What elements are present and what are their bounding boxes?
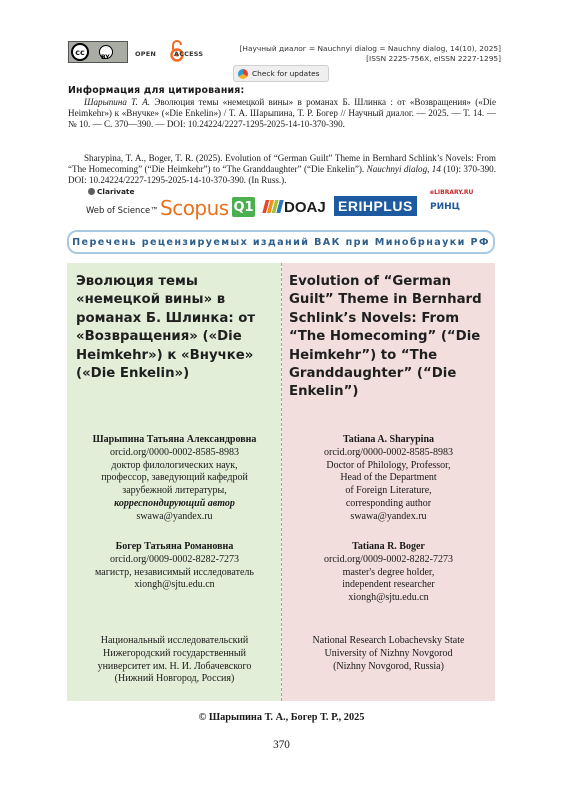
author-degree: Doctor of Philology, Professor, bbox=[326, 459, 451, 471]
author-position: Head of the Department bbox=[340, 472, 437, 484]
author-name: Tatiana R. Boger bbox=[352, 541, 425, 552]
author-degree: доктор филологических наук, bbox=[111, 459, 238, 471]
author-degree: master's degree holder, bbox=[342, 566, 435, 578]
citation-ru-text: Эволюция темы «немецкой вины» в романах Б. Шлинка : от «Возвращения» («Die Heimkehr») к «Внучке» («Die Enkelin») / Т. А. Шарыпина, Т. Р. Богер // Научный диалог. — 2025. — Т. 14. — № 10. — С. 370—390. — DOI: 10.24224/2227-1295-2025-14-10-370-390. bbox=[68, 97, 496, 130]
journal-info bbox=[240, 44, 501, 64]
author-email[interactable]: xiongh@sjtu.edu.cn bbox=[348, 592, 429, 604]
author-email[interactable]: swawa@yandex.ru bbox=[350, 510, 427, 522]
erihplus-logo[interactable]: ERIHPLUS bbox=[334, 196, 417, 216]
open-access-logo bbox=[135, 50, 203, 58]
institution-russian bbox=[68, 635, 281, 686]
corresponding-author-note: корреспондирующий автор bbox=[114, 497, 235, 509]
rinc-label: РИНЦ bbox=[430, 202, 461, 212]
doaj-label: DOAJ bbox=[284, 199, 326, 216]
check-for-updates-button[interactable] bbox=[233, 65, 329, 82]
journal-line-2: [ISSN 2225-756X, eISSN 2227-1295] bbox=[366, 54, 501, 63]
scopus-logo[interactable]: Scopus bbox=[160, 196, 229, 220]
citation-en-text-1: Sharypina, T. A., Boger, T. R. (2025). Evolution of “German Guilt” Theme in Bernhard Schlink’s Novels: From “The Homecoming” (“Die Heimkehr”) to “The Granddaughter” (“Die Enkelin”). bbox=[68, 153, 496, 175]
author-1-english bbox=[282, 434, 495, 524]
author-email[interactable]: swawa@yandex.ru bbox=[136, 510, 213, 522]
author-name: Tatiana A. Sharypina bbox=[342, 434, 435, 445]
author-email[interactable]: xiongh@sjtu.edu.cn bbox=[134, 579, 215, 591]
license-label: BY bbox=[101, 54, 110, 61]
doaj-logo[interactable] bbox=[264, 199, 326, 216]
institution-location: (Нижний Новгород, Россия) bbox=[114, 673, 235, 685]
cc-by-license-badge[interactable] bbox=[68, 41, 128, 63]
elibrary-rinc-logo[interactable] bbox=[430, 189, 474, 219]
author-department: зарубежной литературы, bbox=[122, 485, 227, 497]
author-degree: магистр, независимый исследователь bbox=[95, 566, 254, 578]
institution-location: (Nizhny Novgorod, Russia) bbox=[333, 660, 444, 672]
journal-line-1: [Научный диалог = Nauchnyi dialog = Nauchny dialog, 14(10), 2025] bbox=[239, 44, 501, 53]
author-name: Шарыпина Татьяна Александровна bbox=[92, 434, 257, 445]
article-title-english: Evolution of “German Guilt” Theme in Bernhard Schlink’s Novels: From “The Homecoming” (“Die Heimkehr”) to “The Granddaughter” (“Die Enkelin”) bbox=[289, 274, 482, 400]
author-position: independent researcher bbox=[342, 579, 435, 591]
citation-en-journal: Nauchnyi dialog, 14 bbox=[366, 164, 441, 175]
article-title-russian: Эволюция темы «немецкой вины» в романах Б. Шлинка: от «Возвращения» («Die Heimkehr») к «Внучке» («Die Enkelin») bbox=[76, 274, 256, 382]
corresponding-author-note: corresponding author bbox=[345, 497, 432, 509]
citation-ru-author: Шарыпина Т. А. bbox=[84, 97, 151, 107]
author-orcid[interactable]: orcid.org/0000-0002-8585-8983 bbox=[324, 446, 453, 458]
q1-badge: Q1 bbox=[232, 197, 255, 217]
author-orcid[interactable]: orcid.org/0000-0002-8585-8983 bbox=[110, 446, 239, 458]
institution-line: University of Nizhny Novgorod bbox=[324, 647, 453, 659]
author-orcid[interactable]: orcid.org/0009-0002-8282-7273 bbox=[324, 553, 453, 565]
institution-line: National Research Lobachevsky State bbox=[312, 635, 465, 646]
author-name: Богер Татьяна Романовна bbox=[115, 541, 234, 552]
author-1-russian bbox=[68, 434, 281, 524]
open-label: OPEN bbox=[135, 50, 156, 58]
author-2-english bbox=[282, 541, 495, 605]
institution-line: Национальный исследовательский bbox=[100, 635, 249, 646]
author-orcid[interactable]: orcid.org/0009-0002-8282-7273 bbox=[110, 553, 239, 565]
citation-english bbox=[68, 153, 496, 186]
access-label: ACCESS bbox=[173, 50, 204, 58]
institution-line: Нижегородский государственный bbox=[103, 647, 246, 659]
page-number: 370 bbox=[273, 739, 290, 751]
doaj-mark-icon bbox=[262, 200, 283, 213]
crossmark-icon bbox=[238, 69, 248, 79]
institution-english bbox=[282, 635, 495, 673]
vak-list-banner: Перечень рецензируемых изданий ВАК при Минобрнауки РФ bbox=[67, 230, 495, 254]
citation-heading: Информация для цитирования: bbox=[68, 85, 245, 96]
citation-en-text-2: (10): 370-390. DOI: 10.24224/2227-1295-2025-14-10-370-390. (In Russ.). bbox=[68, 164, 496, 186]
author-2-russian bbox=[68, 541, 281, 592]
author-department: of Foreign Literature, bbox=[345, 485, 432, 497]
clarivate-logo[interactable]: Clarivate bbox=[88, 187, 134, 196]
author-position: профессор, заведующий кафедрой bbox=[101, 472, 248, 484]
web-of-science-logo[interactable]: Web of Science™ bbox=[86, 205, 159, 215]
check-for-updates-label: Check for updates bbox=[252, 69, 320, 78]
elibrary-label: eLIBRARY.RU bbox=[430, 189, 474, 196]
copyright-notice: © Шарыпина Т. А., Богер Т. Р., 2025 bbox=[198, 712, 365, 723]
citation-russian bbox=[68, 97, 496, 130]
cc-icon: cc bbox=[71, 43, 89, 61]
institution-line: университет им. Н. И. Лобачевского bbox=[97, 660, 252, 672]
